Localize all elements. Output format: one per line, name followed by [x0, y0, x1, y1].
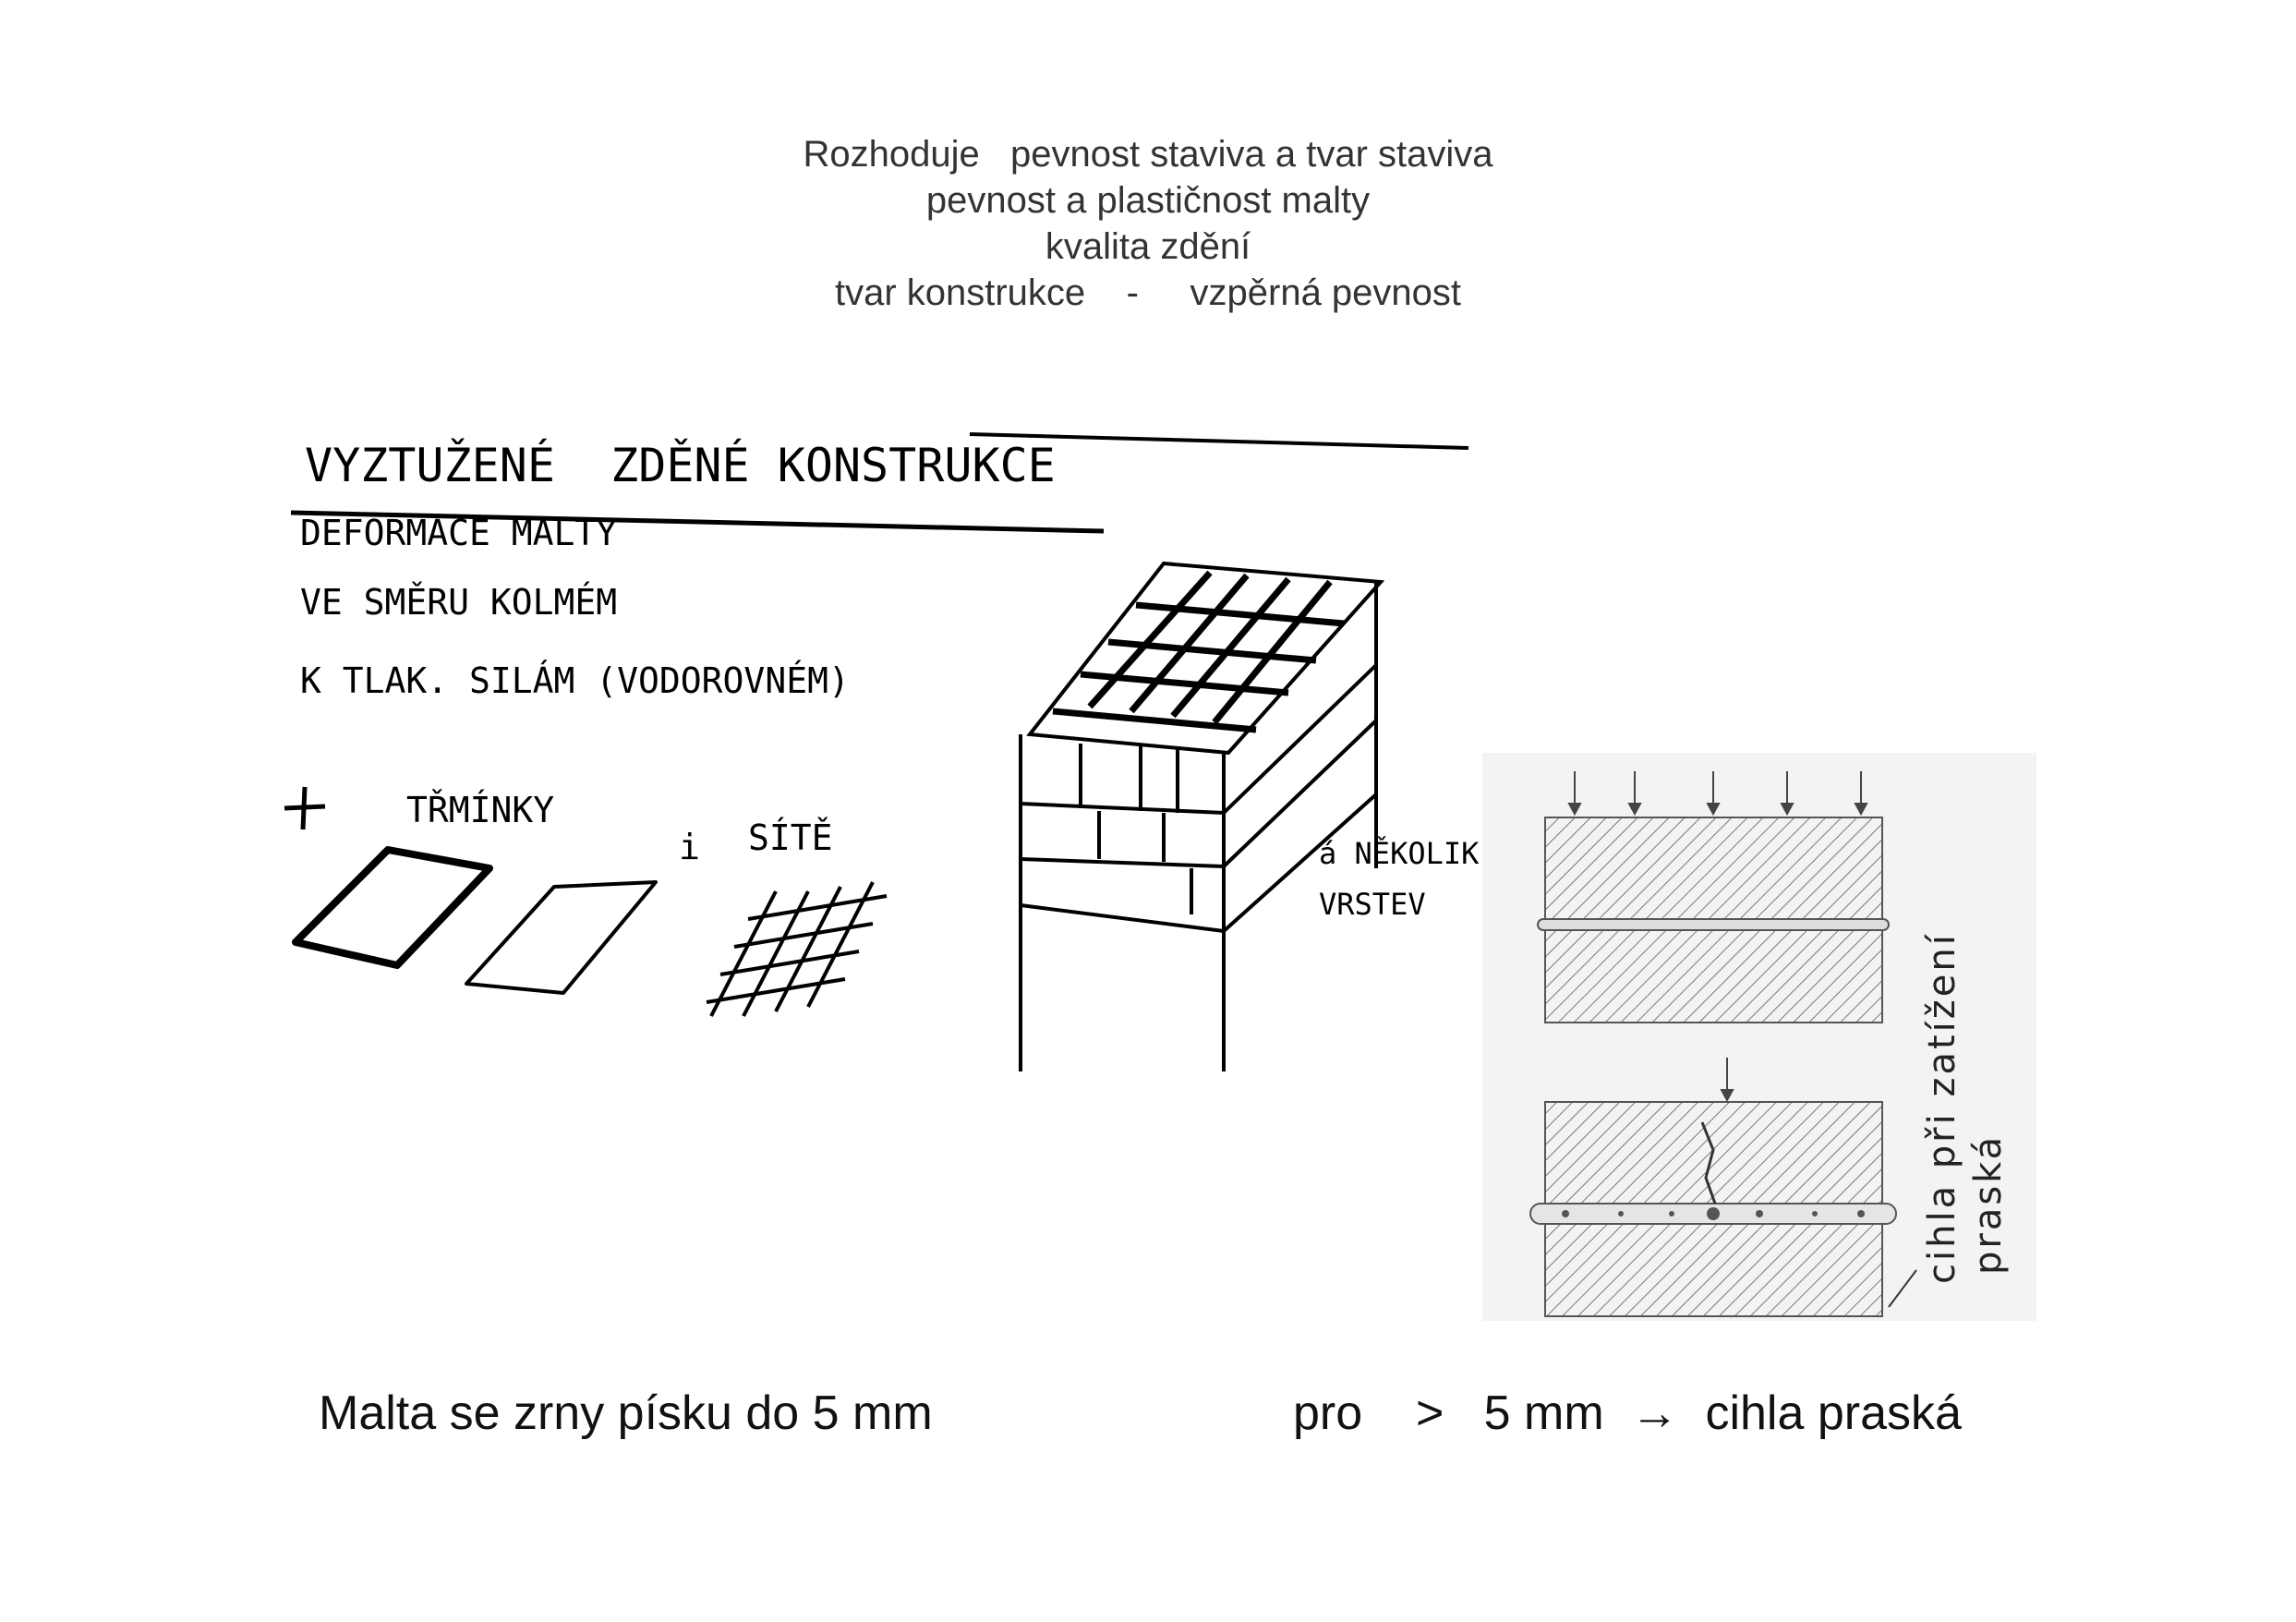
mesh-icon — [707, 882, 887, 1016]
sketch-label-strminky: TŘMÍNKY — [406, 790, 555, 830]
sketch-separator: i — [679, 827, 700, 867]
footer-right-text: pro > 5 mm → cihla praská — [1293, 1386, 1962, 1440]
plus-icon — [284, 787, 325, 829]
cross-section-label-1: cihla při zatížení — [1921, 932, 1964, 1284]
sketch-label-layers-2: VRSTEV — [1319, 887, 1426, 922]
header-line-3: kvalita zdění — [1045, 226, 1251, 267]
sketch-line-3: K TLAK. SILÁM (VODOROVNÉM) — [300, 660, 850, 701]
sketch-plus-text — [268, 425, 269, 426]
sketch-label-site: SÍTĚ — [748, 817, 833, 858]
footer-left-text: Malta se zrny písku do 5 mm — [319, 1386, 933, 1440]
sketch-label-layers-1: á NĚKOLIK — [1319, 836, 1480, 871]
reinforced-masonry-sketch — [268, 425, 1478, 1090]
header-text — [0, 131, 2296, 316]
sketch-line-1: DEFORMACE MALTY — [300, 513, 618, 553]
header-line-2: pevnost a plastičnost malty — [925, 180, 1371, 221]
brick-column-icon — [1021, 563, 1381, 1071]
header-line-1: Rozhoduje pevnost staviva a tvar staviva — [803, 134, 1493, 175]
brick-cross-section-image — [1482, 753, 2036, 1321]
cross-section-label-2: praská — [1967, 1133, 2010, 1275]
header-line-4: tvar konstrukce - vzpěrná pevnost — [834, 272, 1462, 313]
sketch-title: VYZTUŽENÉ ZDĚNÉ KONSTRUKCE — [305, 439, 1056, 492]
sketch-line-2: VE SMĚRU KOLMÉM — [300, 582, 618, 623]
